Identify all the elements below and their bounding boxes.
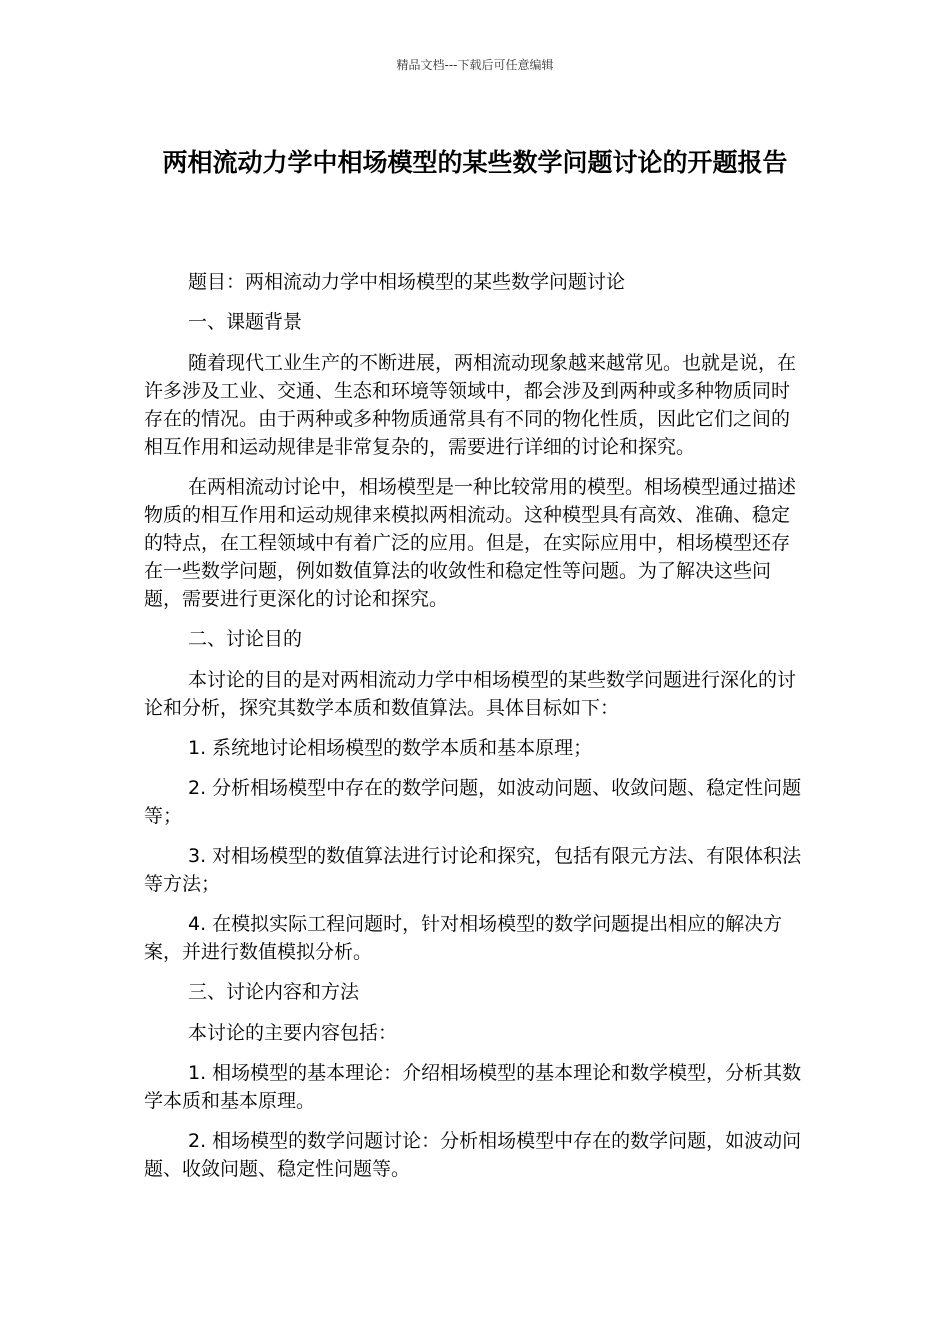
section-heading-background: 一、课题背景 (188, 311, 303, 333)
section-heading-purpose: 二、讨论目的 (188, 628, 303, 650)
list-item-purpose-1: 1. 系统地讨论相场模型的数学本质和基本原理； (188, 737, 593, 759)
section-heading-content: 三、讨论内容和方法 (188, 981, 360, 1003)
paragraph-background-2: 在两相流动讨论中，相场模型是一种比较常用的模型。相场模型通过描述物质的相互作用和运动规律来模拟两相流动。这种模型具有高效、准确、稳定的特点，在工程领域中有着广泛的应用。但是，在实际应用中，相场模型还存在一些数学问题，例如数值算法的收敛性和稳定性等问题。为了解决这些问题，需要进行更深化的讨论和探究。 (144, 476, 797, 610)
document-title: 两相流动力学中相场模型的某些数学问题讨论的开题报告 (162, 148, 788, 177)
list-item-content-2: 2. 相场模型的数学问题讨论：分析相场模型中存在的数学问题，如波动问题、收敛问题、稳定性问题等。 (144, 1130, 802, 1180)
list-item-purpose-4: 4. 在模拟实际工程问题时，针对相场模型的数学问题提出相应的解决方案，并进行数值模拟分析。 (144, 913, 783, 963)
list-item-purpose-3: 3. 对相场模型的数值算法进行讨论和探究，包括有限元方法、有限体积法等方法； (144, 845, 802, 895)
document-body (144, 268, 804, 1195)
list-item-purpose-2: 2. 分析相场模型中存在的数学问题，如波动问题、收敛问题、稳定性问题等； (144, 777, 802, 827)
paragraph-purpose-intro: 本讨论的目的是对两相流动力学中相场模型的某些数学问题进行深化的讨论和分析，探究其数学本质和数值算法。具体目标如下： (144, 669, 797, 719)
list-item-content-1: 1. 相场模型的基本理论：介绍相场模型的基本理论和数学模型，分析其数学本质和基本原理。 (144, 1062, 802, 1112)
paragraph-content-intro: 本讨论的主要内容包括： (188, 1022, 398, 1044)
paragraph-background-1: 随着现代工业生产的不断进展，两相流动现象越来越常见。也就是说，在许多涉及工业、交通、生态和环境等领域中，都会涉及到两种或多种物质同时存在的情况。由于两种或多种物质通常具有不同的物化性质，因此它们之间的相互作用和运动规律是非常复杂的，需要进行详细的讨论和探究。 (144, 352, 797, 458)
subject-line: 题目：两相流动力学中相场模型的某些数学问题讨论 (188, 271, 626, 293)
header-note: 精品文档---下载后可任意编辑 (396, 58, 554, 72)
